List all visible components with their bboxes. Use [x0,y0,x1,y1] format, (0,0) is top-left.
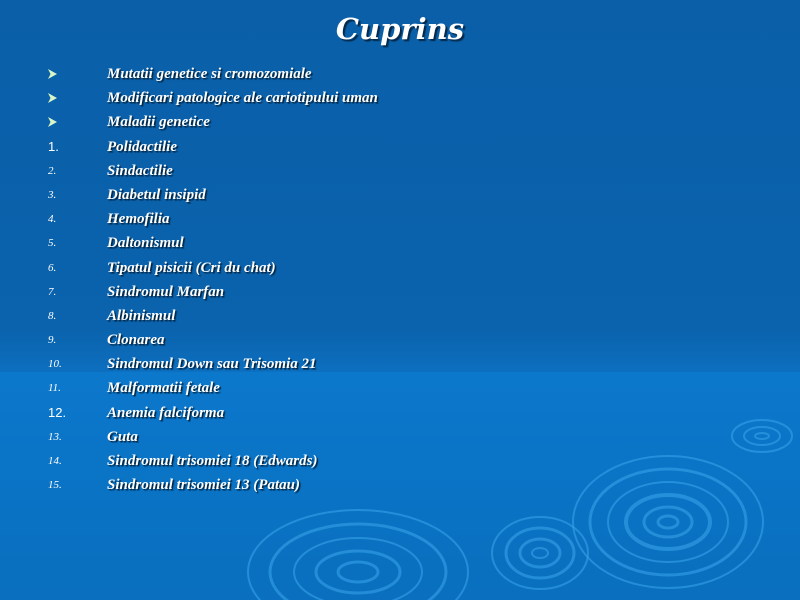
list-item [0,281,800,305]
list-item-label: Sindromul Marfan [107,283,225,300]
list-item-label: Anemia falciforma [107,404,225,421]
list-number: 9. [48,334,57,347]
list-number: 13. [48,430,62,443]
ripple-mid [492,517,588,589]
list-item-label: Maladii genetice [107,114,210,131]
list-item [0,450,800,474]
list-number: 7. [48,285,57,298]
list-item-label: Sindromul trisomiei 18 (Edwards) [107,453,318,469]
list-item [0,426,800,450]
list-item [0,353,800,377]
list-item-label: Modificari patologice ale cariotipului uman [107,90,378,107]
list-item [0,474,800,498]
list-item-label: Sindromul Down sau Trisomia 21 [107,356,317,373]
list-item [0,184,800,208]
list-number: 6. [48,261,57,274]
list-item-label: Polidactilie [107,138,177,155]
list-item-label: Hemofilia [107,211,170,228]
list-item [0,208,800,232]
slide-title: Cuprins [335,12,465,46]
list-item-label: Sindactilie [107,162,173,179]
list-item-label: Albinismul [107,307,176,324]
list-item-label: Sindromul trisomiei 13 (Patau) [107,477,300,494]
list-number: 12. [48,404,67,420]
list-item-label: Tipatul pisicii (Cri du chat) [107,259,276,276]
list-number: 5. [48,237,57,250]
list-item [0,160,800,184]
list-number: 10. [48,358,62,371]
list-item [0,377,800,401]
list-number: 4. [48,213,57,226]
list-item-label: Guta [107,428,138,445]
list-item [0,136,800,160]
list-number: 8. [48,309,57,322]
list-item [0,111,800,135]
contents-list [0,63,800,498]
list-item [0,305,800,329]
list-item-label: Diabetul insipid [107,186,206,203]
list-item [0,329,800,353]
list-item-label: Malformatii fetale [107,380,220,397]
list-number: 1. [48,138,59,154]
list-item-label: Daltonismul [107,235,184,252]
list-number: 2. [48,164,57,177]
list-item [0,87,800,111]
list-item [0,257,800,281]
list-number: 15. [48,479,62,492]
list-number: 14. [48,455,62,467]
list-item [0,232,800,256]
ripple-left [248,510,468,600]
list-item-label: Clonarea [107,332,165,349]
list-number: 11. [48,382,61,395]
list-item [0,402,800,426]
list-item [0,63,800,87]
list-item-label: Mutatii genetice si cromozomiale [107,66,312,82]
list-number: 3. [48,188,57,201]
